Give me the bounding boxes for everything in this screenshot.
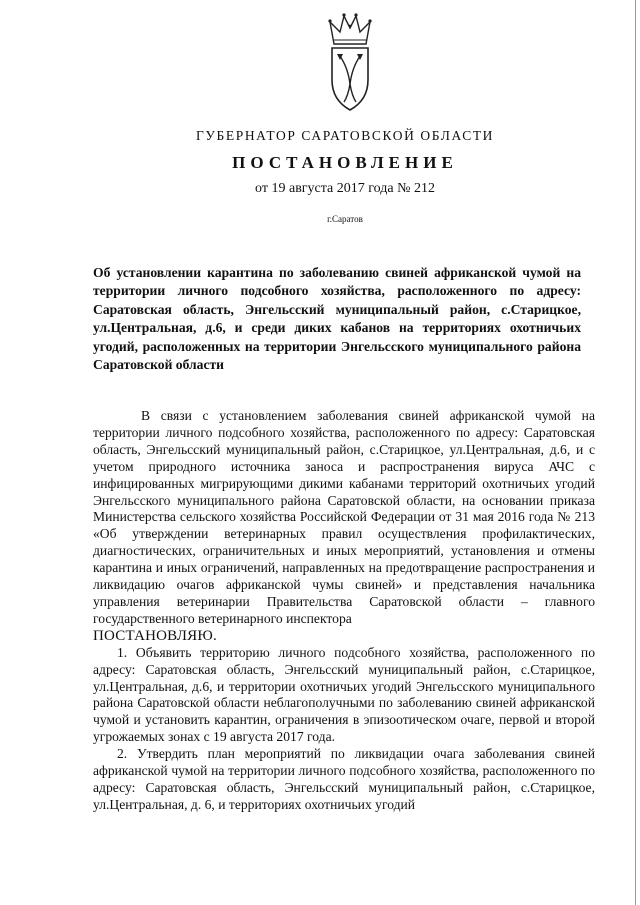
governor-heading: ГУБЕРНАТОР САРАТОВСКОЙ ОБЛАСТИ [195, 128, 495, 143]
document-city: г.Саратов [327, 214, 363, 224]
decree-word-paragraph [93, 628, 595, 645]
item-1-paragraph: 1. Объявить территорию личного подсобного хозяйства, расположенного по адресу: Саратовская область, Энгельсский муниципальный район, с.Старицкое, ул.Центральная, д.6, и территории охотничьих угодий Энгельсского муниципального района Саратовской области неблагополучными по заболеванию свиней африканской чумой и установить карантин, ограничения в эпизоотическом очаге, первой и второй угрожаемых зонах с 19 августа 2017 года. [93, 644, 595, 745]
saratov-coat-of-arms-icon [320, 10, 380, 115]
document-date-number: от 19 августа 2017 года № 212 [255, 181, 435, 196]
document-title: Об установлении карантина по заболеванию свиней африканской чумой на территории личного подсобного хозяйства, расположенного по адресу: Саратовская область, Энгельсский муниципальный район, с.Старицкое, ул.Центральная, д.6, и среди диких кабанов на территориях охотничьих угодий, расположенных на территории Энгельсского муниципального района Саратовской области [93, 265, 581, 373]
decree-word: ПОСТАНОВЛЯЮ. [93, 627, 217, 644]
item-2-paragraph: 2. Утвердить план мероприятий по ликвидации очага заболевания свиней африканской чумой на территории личного подсобного хозяйства, расположенного по адресу: Саратовская область, Энгельсский муниципальный район, с.Старицкое, ул.Центральная, д. 6, и территориях охотничьих угодий [93, 746, 595, 812]
document-type: ПОСТАНОВЛЕНИЕ [232, 153, 458, 172]
preamble-paragraph: В связи с установлением заболевания свиней африканской чумой на территории личного подсобного хозяйства, расположенного по адресу: Саратовская область, Энгельсский муниципальный район, с.Старицкое, ул.Центральная, д.6, и с учетом природного источника заноса и распространения вируса АЧС с инфицированных мигрирующими дикими кабанами территорий охотничьих угодий Энгельсского муниципального района Саратовской области, на основании приказа Министерства сельского хозяйства Российской Федерации от 31 мая 2016 года № 213 «Об утверждении ветеринарных правил осуществления профилактических, диагностических, ограничительных и иных мероприятий, установления и отмены карантина и иных ограничений, направленных на предотвращение распространения и ликвидацию очагов африканской чумы свиней» и представления начальника управления ветеринарии Правительства Саратовской области – главного государственного ветеринарного инспектора [93, 408, 595, 626]
document-body [93, 408, 595, 814]
